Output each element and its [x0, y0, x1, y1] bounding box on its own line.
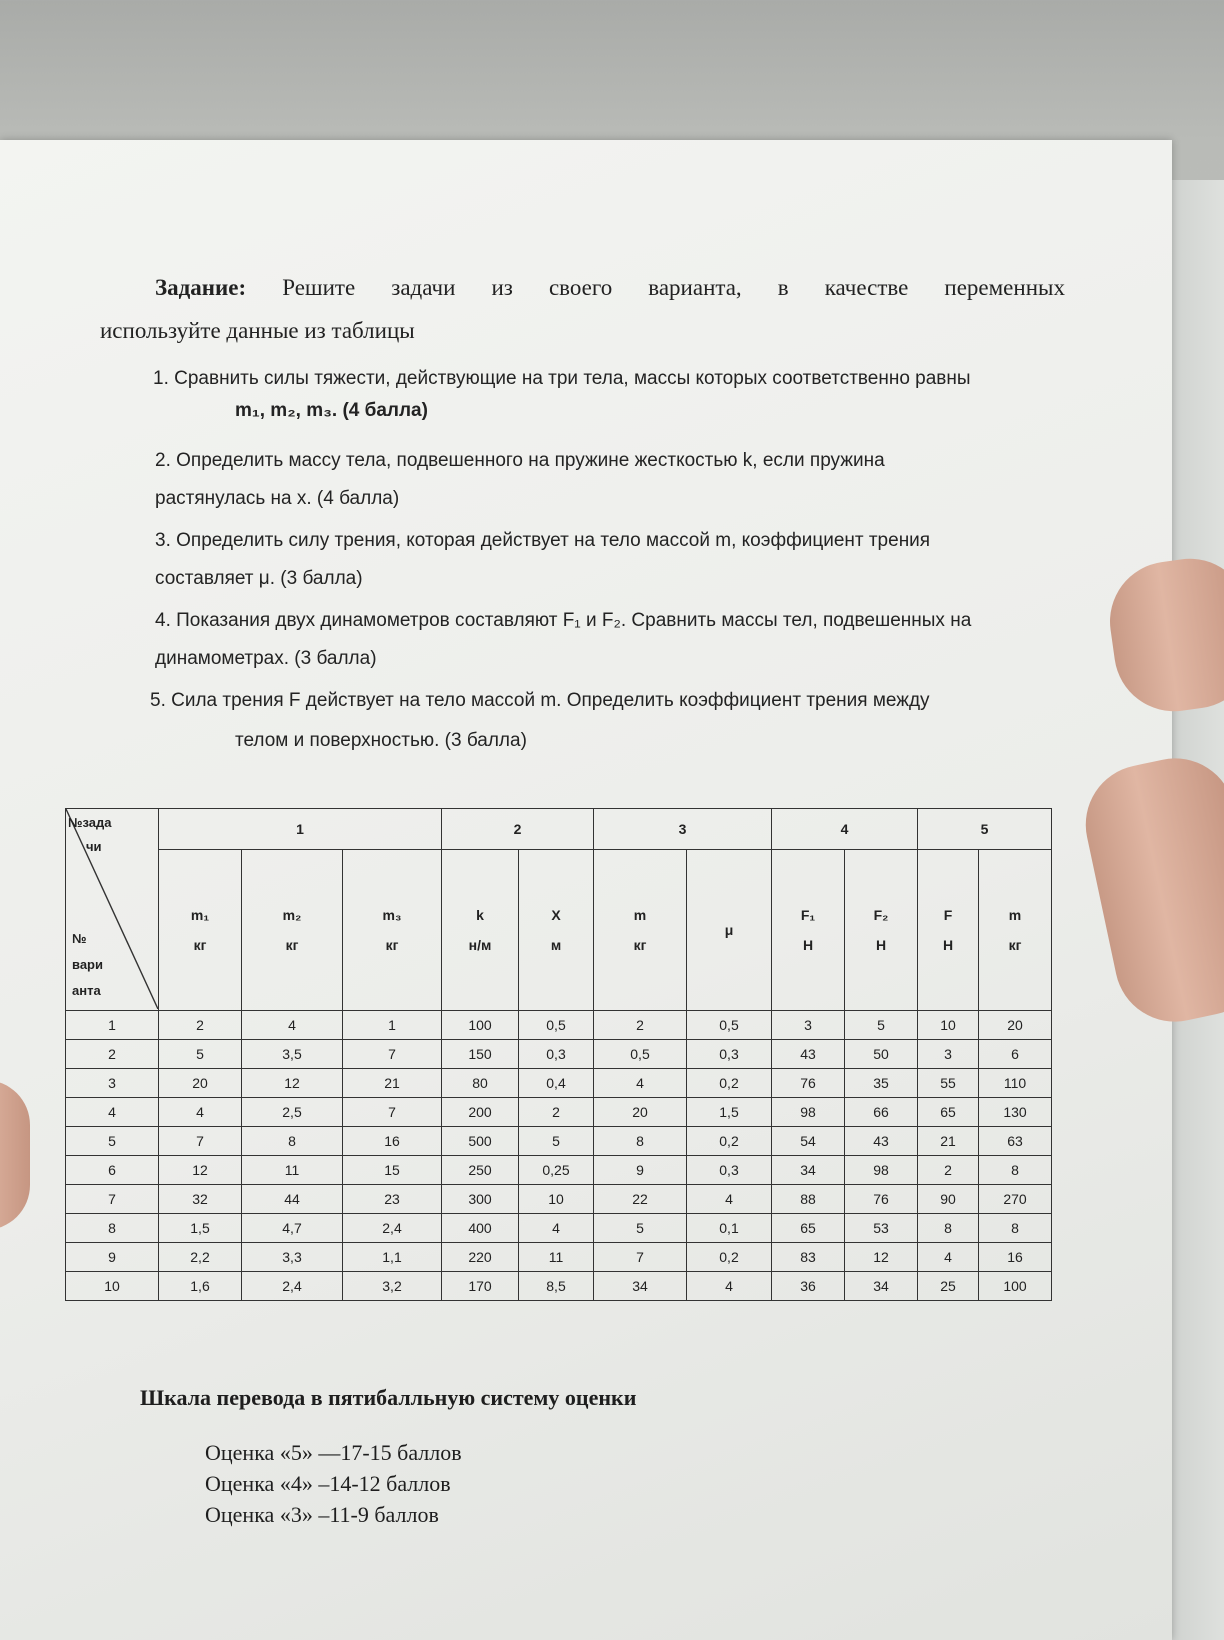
- table-cell: 200: [442, 1098, 519, 1127]
- table-cell: 8: [979, 1156, 1052, 1185]
- column-symbol: F: [943, 907, 953, 923]
- table-cell: 300: [442, 1185, 519, 1214]
- group-header-3: 3: [594, 809, 772, 850]
- table-cell: 36: [772, 1272, 845, 1301]
- variant-number-cell: 7: [66, 1185, 159, 1214]
- table-row: [66, 1069, 1052, 1098]
- table-cell: 220: [442, 1243, 519, 1272]
- table-cell: 12: [845, 1243, 918, 1272]
- table-body: [66, 1011, 1052, 1301]
- table-cell: 4,7: [242, 1214, 343, 1243]
- task-intro-line2: используйте данные из таблицы: [100, 318, 415, 343]
- table-cell: 4: [918, 1243, 979, 1272]
- table-cell: 98: [845, 1156, 918, 1185]
- table-cell: 20: [594, 1098, 687, 1127]
- table-cell: 3: [918, 1040, 979, 1069]
- table-cell: 16: [343, 1127, 442, 1156]
- table-row: [66, 1127, 1052, 1156]
- problem-5-line1: 5. Сила трения F действует на тело массой m. Определить коэффициент трения между: [150, 690, 930, 711]
- table-cell: 2: [519, 1098, 594, 1127]
- table-cell: 170: [442, 1272, 519, 1301]
- table-cell: 80: [442, 1069, 519, 1098]
- column-symbol: μ: [724, 922, 734, 938]
- column-header: [845, 850, 918, 1011]
- table-row: [66, 1156, 1052, 1185]
- table-cell: 4: [242, 1011, 343, 1040]
- grade-line-3: Оценка «3» –11-9 баллов: [205, 1502, 439, 1527]
- table-cell: 16: [979, 1243, 1052, 1272]
- group-header-4: 4: [772, 809, 918, 850]
- intro-word: своего: [548, 275, 613, 300]
- table-cell: 3: [772, 1011, 845, 1040]
- table-cell: 2,4: [343, 1214, 442, 1243]
- corner-top-text: чи: [86, 839, 102, 854]
- table-cell: 110: [979, 1069, 1052, 1098]
- column-unit: Н: [875, 937, 887, 953]
- table-cell: 21: [343, 1069, 442, 1098]
- table-cell: 0,2: [687, 1243, 772, 1272]
- table-cell: 100: [442, 1011, 519, 1040]
- column-header: [442, 850, 519, 1011]
- table-cell: 150: [442, 1040, 519, 1069]
- table-corner-cell: [66, 809, 159, 1011]
- table-row: [66, 1040, 1052, 1069]
- problem-1-line1: 1. Сравнить силы тяжести, действующие на три тела, массы которых соответственно равны: [153, 368, 971, 389]
- column-unit: н/м: [468, 937, 492, 953]
- table-cell: 0,5: [519, 1011, 594, 1040]
- table-cell: 500: [442, 1127, 519, 1156]
- intro-word: задачи: [391, 275, 456, 300]
- table-cell: 1,5: [159, 1214, 242, 1243]
- problem-2-line1: 2. Определить массу тела, подвешенного на пружине жесткостью k, если пружина: [155, 450, 885, 471]
- table-cell: 0,25: [519, 1156, 594, 1185]
- table-cell: 22: [594, 1185, 687, 1214]
- table-cell: 11: [242, 1156, 343, 1185]
- table-cell: 43: [772, 1040, 845, 1069]
- problem-1-line2: m₁, m₂, m₃. (4 балла): [235, 400, 428, 421]
- problem-4-line1: 4. Показания двух динамометров составляют F₁ и F₂. Сравнить массы тел, подвешенных на: [155, 610, 972, 631]
- variant-number-cell: 5: [66, 1127, 159, 1156]
- table-row: [66, 1272, 1052, 1301]
- table-cell: 53: [845, 1214, 918, 1243]
- problem-5-line2: телом и поверхностью. (3 балла): [235, 730, 527, 751]
- table-cell: 88: [772, 1185, 845, 1214]
- table-row: [66, 1098, 1052, 1127]
- scale-title: Шкала перевода в пятибалльную систему оценки: [140, 1385, 637, 1410]
- column-header: [687, 850, 772, 1011]
- table-row: [66, 1243, 1052, 1272]
- table-cell: 20: [159, 1069, 242, 1098]
- table-cell: 54: [772, 1127, 845, 1156]
- table-cell: 2: [594, 1011, 687, 1040]
- problem-3-line1: 3. Определить силу трения, которая действует на тело массой m, коэффициент трения: [155, 530, 931, 551]
- column-header: [979, 850, 1052, 1011]
- table-cell: 25: [918, 1272, 979, 1301]
- column-symbol: m₁: [190, 907, 210, 923]
- table-cell: 65: [772, 1214, 845, 1243]
- grade-line-4: Оценка «4» –14-12 баллов: [205, 1471, 451, 1496]
- variant-number-cell: 3: [66, 1069, 159, 1098]
- table-cell: 8: [979, 1214, 1052, 1243]
- table-cell: 400: [442, 1214, 519, 1243]
- table-cell: 65: [918, 1098, 979, 1127]
- column-header: [242, 850, 343, 1011]
- column-symbol: m: [633, 907, 647, 923]
- table-cell: 34: [594, 1272, 687, 1301]
- column-unit: кг: [285, 937, 299, 953]
- table-cell: 76: [772, 1069, 845, 1098]
- corner-variant-label: [72, 926, 103, 1004]
- table-cell: 44: [242, 1185, 343, 1214]
- table-cell: 43: [845, 1127, 918, 1156]
- group-header-5: 5: [918, 809, 1052, 850]
- intro-word: качестве: [824, 275, 909, 300]
- table-cell: 3,5: [242, 1040, 343, 1069]
- variants-table: [65, 808, 1052, 1301]
- table-cell: 1,6: [159, 1272, 242, 1301]
- table-cell: 4: [519, 1214, 594, 1243]
- problem-4-line2: динамометрах. (3 балла): [155, 648, 377, 669]
- intro-word: варианта,: [648, 275, 742, 300]
- table-row: [66, 1214, 1052, 1243]
- table-cell: 0,4: [519, 1069, 594, 1098]
- table-cell: 0,3: [687, 1040, 772, 1069]
- column-symbol: F₁: [800, 907, 816, 923]
- problem-2-line2: растянулась на x. (4 балла): [155, 488, 400, 509]
- table-cell: 98: [772, 1098, 845, 1127]
- column-unit: Н: [802, 937, 814, 953]
- table-cell: 4: [687, 1272, 772, 1301]
- table-cell: 0,3: [519, 1040, 594, 1069]
- grade-line-5: Оценка «5» —17-15 баллов: [205, 1440, 462, 1465]
- table-cell: 7: [594, 1243, 687, 1272]
- group-header-2: 2: [442, 809, 594, 850]
- table-cell: 3,2: [343, 1272, 442, 1301]
- column-unit: кг: [193, 937, 207, 953]
- table-cell: 23: [343, 1185, 442, 1214]
- table-cell: 7: [343, 1040, 442, 1069]
- task-label: Задание:: [155, 275, 247, 300]
- table-cell: 20: [979, 1011, 1052, 1040]
- column-unit: м: [550, 937, 562, 953]
- table-cell: 2,4: [242, 1272, 343, 1301]
- column-unit: кг: [1008, 937, 1022, 953]
- table-cell: 7: [343, 1098, 442, 1127]
- table-cell: 8: [594, 1127, 687, 1156]
- table-cell: 32: [159, 1185, 242, 1214]
- column-header: [594, 850, 687, 1011]
- table-cell: 130: [979, 1098, 1052, 1127]
- corner-bottom-text: вари: [72, 957, 103, 972]
- table-cell: 0,1: [687, 1214, 772, 1243]
- column-symbol: F₂: [873, 907, 889, 923]
- variant-number-cell: 6: [66, 1156, 159, 1185]
- variant-number-cell: 9: [66, 1243, 159, 1272]
- column-symbol: m₂: [282, 907, 302, 923]
- column-header: [343, 850, 442, 1011]
- column-header: [159, 850, 242, 1011]
- corner-task-label: [68, 811, 112, 859]
- intro-word: из: [491, 275, 513, 300]
- table-cell: 5: [159, 1040, 242, 1069]
- table-cell: 11: [519, 1243, 594, 1272]
- table-cell: 9: [594, 1156, 687, 1185]
- table-cell: 2: [918, 1156, 979, 1185]
- column-unit: Н: [942, 937, 954, 953]
- table-cell: 4: [159, 1098, 242, 1127]
- column-symbol: X: [551, 907, 561, 923]
- table-cell: 63: [979, 1127, 1052, 1156]
- table-cell: 4: [687, 1185, 772, 1214]
- group-header-1: 1: [159, 809, 442, 850]
- column-symbol: m₃: [382, 907, 402, 923]
- table-cell: 0,2: [687, 1069, 772, 1098]
- table-cell: 12: [242, 1069, 343, 1098]
- variant-number-cell: 1: [66, 1011, 159, 1040]
- table-cell: 21: [918, 1127, 979, 1156]
- table-cell: 90: [918, 1185, 979, 1214]
- variant-number-cell: 4: [66, 1098, 159, 1127]
- table-cell: 34: [845, 1272, 918, 1301]
- table-cell: 5: [519, 1127, 594, 1156]
- column-header: [918, 850, 979, 1011]
- table-cell: 0,2: [687, 1127, 772, 1156]
- table-cell: 66: [845, 1098, 918, 1127]
- corner-bottom-text: анта: [72, 983, 101, 998]
- table-cell: 15: [343, 1156, 442, 1185]
- table-cell: 100: [979, 1272, 1052, 1301]
- table-cell: 7: [159, 1127, 242, 1156]
- task-intro-line1: [155, 275, 1065, 301]
- table-cell: 2: [159, 1011, 242, 1040]
- table-cell: 1: [343, 1011, 442, 1040]
- column-symbol: m: [1008, 907, 1022, 923]
- table-row: [66, 1011, 1052, 1040]
- table-cell: 6: [979, 1040, 1052, 1069]
- table-cell: 8: [918, 1214, 979, 1243]
- table-cell: 3,3: [242, 1243, 343, 1272]
- table-cell: 0,5: [594, 1040, 687, 1069]
- corner-bottom-text: №: [72, 931, 87, 946]
- table-cell: 5: [594, 1214, 687, 1243]
- column-symbol: k: [476, 907, 484, 923]
- table-cell: 270: [979, 1185, 1052, 1214]
- variant-number-cell: 8: [66, 1214, 159, 1243]
- column-header: [772, 850, 845, 1011]
- table-cell: 10: [519, 1185, 594, 1214]
- table-row: [66, 1185, 1052, 1214]
- table-cell: 0,3: [687, 1156, 772, 1185]
- table-cell: 8,5: [519, 1272, 594, 1301]
- table-cell: 1,5: [687, 1098, 772, 1127]
- problem-3-line2: составляет μ. (3 балла): [155, 568, 363, 589]
- table-column-header: [66, 850, 1052, 1011]
- table-cell: 10: [918, 1011, 979, 1040]
- intro-word: переменных: [944, 275, 1065, 300]
- table-cell: 12: [159, 1156, 242, 1185]
- table-cell: 1,1: [343, 1243, 442, 1272]
- table-cell: 83: [772, 1243, 845, 1272]
- variant-number-cell: 2: [66, 1040, 159, 1069]
- column-unit: кг: [385, 937, 399, 953]
- table-cell: 34: [772, 1156, 845, 1185]
- table-cell: 2,5: [242, 1098, 343, 1127]
- table-cell: 76: [845, 1185, 918, 1214]
- table-cell: 250: [442, 1156, 519, 1185]
- table-cell: 0,5: [687, 1011, 772, 1040]
- table-cell: 8: [242, 1127, 343, 1156]
- table-cell: 5: [845, 1011, 918, 1040]
- table-group-header: [66, 809, 1052, 850]
- column-header: [519, 850, 594, 1011]
- table-cell: 50: [845, 1040, 918, 1069]
- corner-top-text: №зада: [68, 815, 112, 830]
- variant-number-cell: 10: [66, 1272, 159, 1301]
- intro-word: в: [777, 275, 789, 300]
- table-cell: 35: [845, 1069, 918, 1098]
- column-unit: кг: [633, 937, 647, 953]
- table-cell: 55: [918, 1069, 979, 1098]
- intro-word: Решите: [282, 275, 356, 300]
- table-cell: 4: [594, 1069, 687, 1098]
- table-cell: 2,2: [159, 1243, 242, 1272]
